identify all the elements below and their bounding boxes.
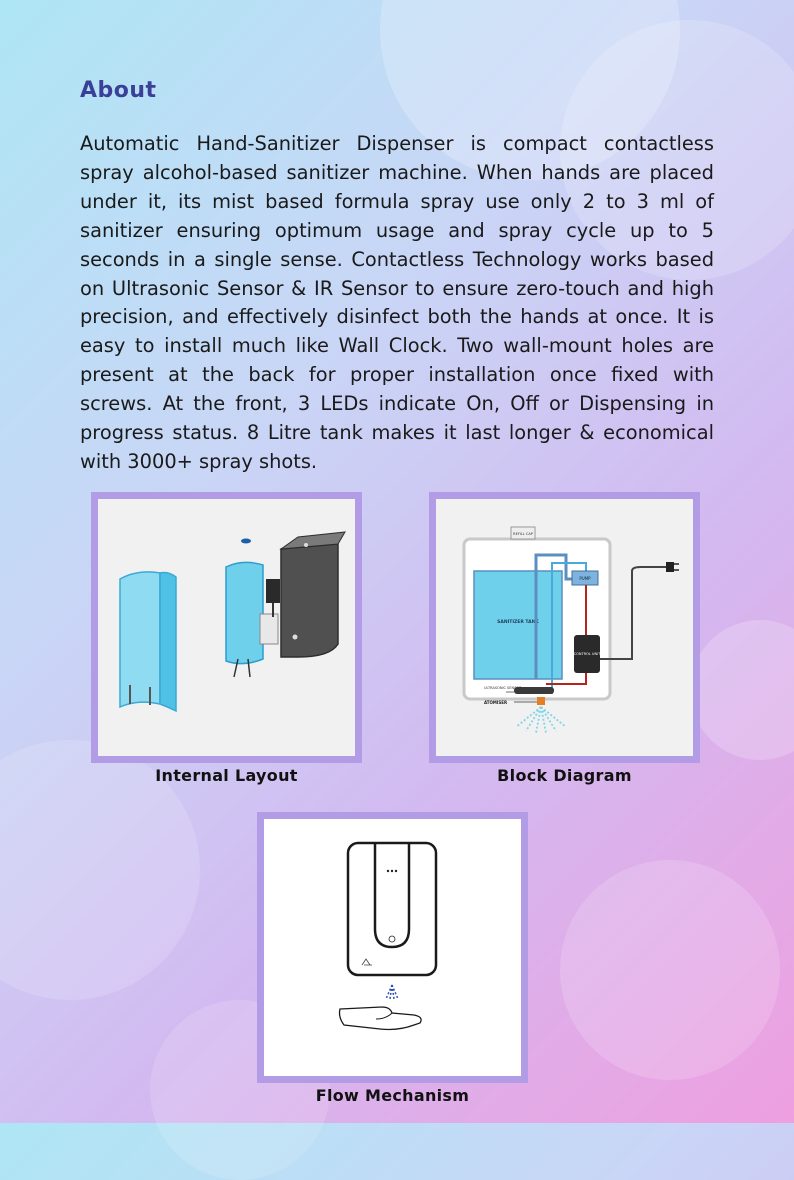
block-diagram-figure bbox=[429, 492, 700, 763]
section-heading: About bbox=[80, 78, 157, 103]
atomiser-label: ATOMISER bbox=[484, 700, 508, 705]
internal-layout-figure bbox=[91, 492, 362, 763]
internal-layout-caption: Internal Layout bbox=[155, 766, 298, 785]
block-diagram-illustration bbox=[436, 499, 693, 756]
sensor-label: ULTRASONIC SENSOR bbox=[484, 686, 522, 690]
control-unit-label: CONTROL UNIT bbox=[573, 652, 601, 656]
block-diagram-caption: Block Diagram bbox=[497, 766, 632, 785]
tank-label: SANITIZER TANK bbox=[497, 620, 539, 625]
internal-layout-illustration bbox=[98, 499, 355, 756]
pump-label: PUMP bbox=[579, 576, 591, 581]
about-paragraph: Automatic Hand-Sanitizer Dispenser is compact contactless spray alcohol-based sanitizer machine. When hands are placed under it, its mist based formula spray use only 2 to 3 ml of sanitizer ensuring optimum usage and spray cycle up to 5 seconds in a single sense. Contactless Technology works based on Ultrasonic Sensor & IR Sensor to ensure zero-touch and high precision, and effectively disinfect both the hands at once. It is easy to install much like Wall Clock. Two wall-mount holes are present at the back for proper installation once fixed with screws. At the front, 3 LEDs indicate On, Off or Dispensing in progress status. 8 Litre tank makes it last longer & economical with 3000+ spray shots. bbox=[80, 132, 714, 473]
refill-cap-label: REFILL CAP bbox=[513, 532, 533, 536]
flow-mechanism-figure bbox=[257, 812, 528, 1083]
flow-mechanism-caption: Flow Mechanism bbox=[315, 1086, 470, 1105]
flow-mechanism-illustration bbox=[264, 819, 521, 1076]
